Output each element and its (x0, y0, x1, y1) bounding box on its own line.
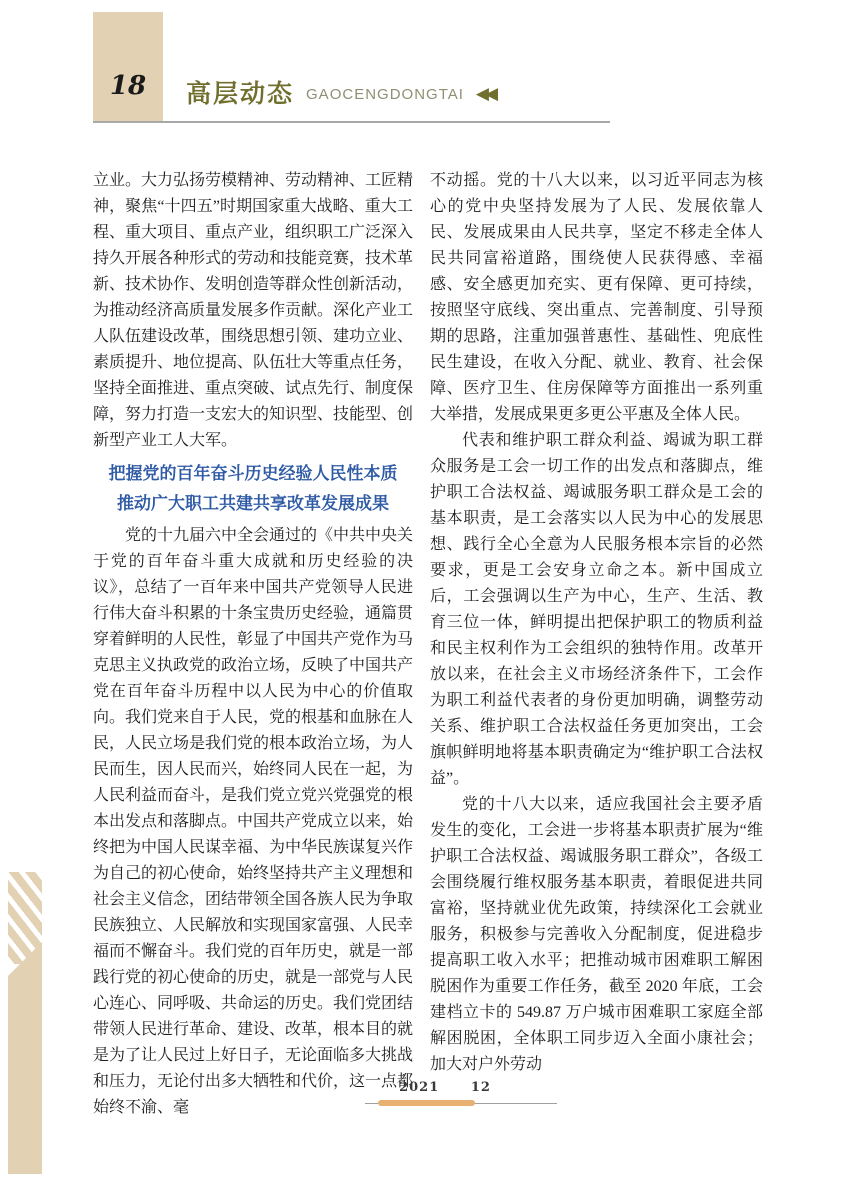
heading-line-2: 推动广大职工共建共享改革发展成果 (117, 494, 389, 513)
article-column-right (430, 168, 763, 1078)
side-vertical-bar-decoration (8, 942, 42, 1174)
paragraph-union-duty: 代表和维护职工群众利益、竭诚为职工群众服务是工会一切工作的出发点和落脚点，维护职工合法权益、竭诚服务职工群众是工会的基本职责，是工会落实以人民为中心的发展思想、践行全心全意为人民服务根本宗旨的必然要求，更是工会安身立命之本。新中国成立后，工会强调以生产为中心，生产、生活、教育三位一体，鲜明提出把保护职工的物质利益和民主权利作为工会组织的独特作用。改革开放以来，在社会主义市场经济条件下，工会作为职工利益代表者的身份更加明确，调整劳动关系、维护职工合法权益任务更加突出，工会旗帜鲜明地将基本职责确定为“维护职工合法权益”。 (430, 432, 763, 787)
heading-line-1: 把握党的百年奋斗历史经验人民性本质 (108, 464, 398, 483)
paragraph-history-experience: 党的十九届六中全会通过的《中共中央关于党的百年奋斗重大成就和历史经验的决议》，总结了一百年来中国共产党领导人民进行伟大奋斗积累的十条宝贵历史经验，通篇贯穿着鲜明的人民性，彰显了中国共产党作为马克思主义执政党的政治立场，反映了中国共产党在百年奋斗历程中以人民为中心的价值取向。我们党来自于人民，党的根基和血脉在人民，人民立场是我们党的根本政治立场，为人民而生，因人民而兴，始终同人民在一起，为人民利益而奋斗，是我们党立党兴党强党的根本出发点和落脚点。中国共产党成立以来，始终把为中国人民谋幸福、为中华民族谋复兴作为自己的初心使命，始终坚持共产主义理想和社会主义信念，团结带领全国各族人民为争取民族独立、人民解放和实现国家富强、人民幸福而不懈奋斗。我们党的百年历史，就是一部践行党的初心使命的历史，就是一部党与人民心连心、同呼吸、共命运的历史。我们党团结带领人民进行革命、建设、改革，根本目的就是为了让人民过上好日子，无论面临多大挑战和压力，无论付出多大牺牲和代价，这一点都始终不渝、毫 (93, 527, 414, 1116)
footer-issue-number: 12 (470, 1080, 491, 1095)
page-number: 18 (109, 71, 147, 101)
paragraph-since-18th-congress: 党的十八大以来，适应我国社会主要矛盾发生的变化，工会进一步将基本职责扩展为“维护职工合法权益、竭诚服务职工群众”，各级工会围绕履行维权服务基本职责，着眼促进共同富裕，坚持就业优先政策，持续深化工会就业服务，积极参与完善收入分配制度，促进稳步提高职工收入水平；把推动城市困难职工解困脱困作为重要工作任务，截至 2020 年底，工会建档立卡的 549.87 万户城市困难职工家庭全部解困脱困，全体职工同步迈入全面小康社会；加大对户外劳动 (430, 796, 763, 1073)
paragraph-continuation-right: 不动摇。党的十八大以来，以习近平同志为核心的党中央坚持发展为了人民、发展依靠人民、发展成果由人民共享，坚定不移走全体人民共同富裕道路，围绕使人民获得感、幸福感、安全感更加充实、更有保障、更可持续，按照坚守底线、突出重点、完善制度、引导预期的思路，注重加强普惠性、基础性、兜底性民生建设，在收入分配、就业、教育、社会保障、医疗卫生、住房保障等方面推出一系列重大举措，发展成果更多更公平惠及全体人民。 (430, 172, 763, 423)
section-title: 高层动态 (186, 80, 295, 108)
section-header (186, 74, 494, 110)
footer-issue-info (330, 1080, 560, 1095)
paragraph-continuation: 立业。大力弘扬劳模精神、劳动精神、工匠精神，聚焦“十四五”时期国家重大战略、重大工程、重大项目、重点产业，组织职工广泛深入持久开展各种形式的劳动和技能竞赛，技术革新、技术协作、发明创造等群众性创新活动，为推动经济高质量发展多作贡献。深化产业工人队伍建设改革，围绕思想引领、建功立业、素质提升、地位提高、队伍壮大等重点任务，坚持全面推进、重点突破、试点先行、制度保障，努力打造一支宏大的知识型、技能型、创新型产业工人大军。 (93, 172, 414, 449)
article-section-heading (93, 459, 413, 519)
article-column-left (93, 168, 413, 1121)
footer-accent-line (378, 1100, 475, 1106)
page-number-box (93, 12, 163, 123)
footer-year: 2021 (399, 1080, 440, 1095)
double-left-arrow-icon: ◀◀ (475, 83, 495, 103)
header-divider-line (93, 121, 610, 123)
section-subtitle-pinyin: GAOCENGDONGTAI (306, 85, 464, 103)
